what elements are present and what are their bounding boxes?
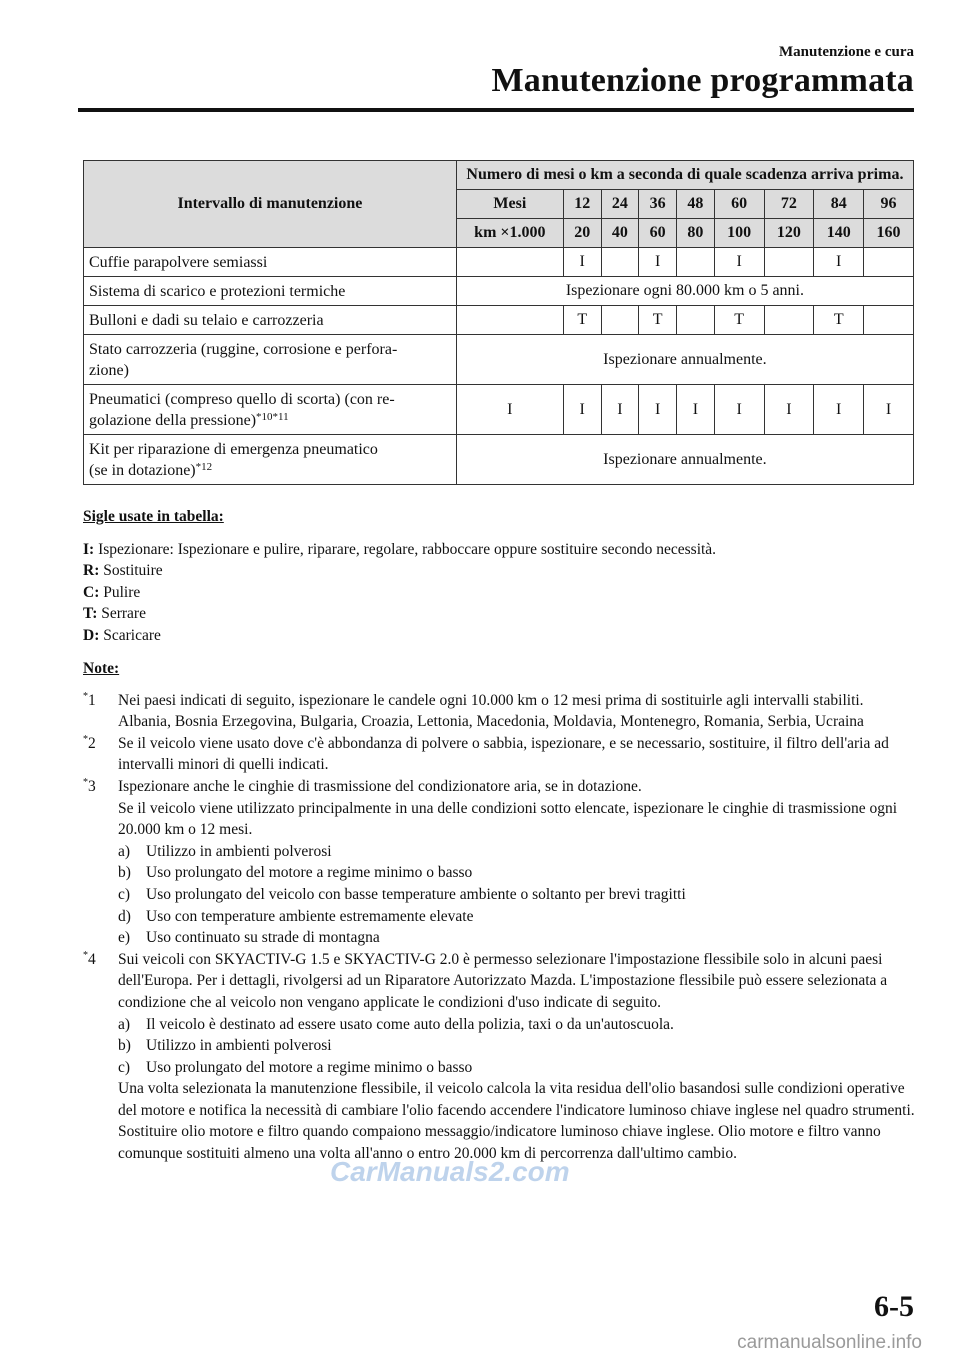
months-cell: 24 (601, 190, 639, 219)
legend-text: Sostituire (99, 562, 163, 579)
legend-heading: Sigle usate in tabella: (83, 508, 224, 525)
legend-item (83, 603, 923, 625)
schedule-mark (677, 306, 715, 335)
table-row (84, 248, 914, 277)
schedule-mark: I (677, 385, 715, 435)
schedule-mark: I (563, 385, 601, 435)
schedule-mark: T (563, 306, 601, 335)
note-item (83, 733, 918, 776)
watermark: CarManuals2.com (330, 1156, 570, 1187)
schedule-mark (764, 306, 814, 335)
row-label-line: zione) (89, 361, 129, 379)
table-row (84, 306, 914, 335)
section-title: Manutenzione e cura (779, 44, 914, 60)
row-label-line: Stato carrozzeria (ruggine, corrosione e perfora- (89, 340, 398, 358)
km-cell: 80 (677, 219, 715, 248)
footnote-ref: *10*11 (256, 410, 289, 423)
legend-code: R: (83, 562, 100, 579)
months-cell: 60 (714, 190, 764, 219)
page-title: Manutenzione programmata (491, 62, 914, 99)
maintenance-schedule-table (83, 160, 914, 485)
schedule-mark: T (814, 306, 864, 335)
footer-watermark: carmanualsonline.info (737, 1332, 922, 1353)
legend (83, 506, 923, 646)
note-number: *3 (83, 776, 96, 795)
km-cell: 40 (601, 219, 639, 248)
months-cell: 72 (764, 190, 814, 219)
legend-text: Scaricare (99, 626, 161, 644)
schedule-mark (864, 248, 914, 277)
table-row (84, 335, 914, 385)
km-cell: 140 (814, 219, 864, 248)
row-label: Bulloni e dadi su telaio e carrozzeria (84, 306, 457, 335)
row-span-text: Ispezionare annualmente. (456, 435, 913, 485)
schedule-mark: I (639, 248, 677, 277)
note-number: *4 (83, 949, 96, 968)
km-cell: 20 (563, 219, 601, 248)
interval-note-header: Numero di mesi o km a seconda di quale scadenza arriva prima. (456, 161, 913, 190)
note-text: Sostituire olio motore e filtro quando compaiono messaggio/indicatore luminoso chiave inglese. Olio motore e filtro vanno comunque sostituiti almeno una volta all'anno o entro 20.000 km di percorrenza dall'ultimo cambio. (118, 1123, 881, 1163)
row-span-text: Ispezionare annualmente. (456, 335, 913, 385)
row-label-line: Pneumatici (compreso quello di scorta) (con re- (89, 390, 395, 408)
legend-item (83, 582, 923, 604)
schedule-mark: T (639, 306, 677, 335)
table-row (84, 385, 914, 435)
months-cell: 12 (563, 190, 601, 219)
note-text: Ispezionare anche le cinghie di trasmissione del condizionatore aria, se in dotazione. (118, 777, 642, 795)
schedule-mark: I (764, 385, 814, 435)
note-sub-item: c) Uso prolungato del motore a regime minimo o basso (118, 1058, 473, 1076)
months-label: Mesi (456, 190, 563, 219)
schedule-mark (601, 248, 639, 277)
row-label: Sistema di scarico e protezioni termiche (84, 277, 457, 306)
table-row (84, 435, 914, 485)
legend-code: D: (83, 626, 100, 644)
row-label-line: Kit per riparazione di emergenza pneumatico (89, 440, 378, 458)
schedule-mark (456, 248, 563, 277)
note-sub-item: a) Il veicolo è destinato ad essere usato come auto della polizia, taxi o da un'autoscuola. (118, 1015, 674, 1033)
note-text: Una volta selezionata la manutenzione flessibile, il veicolo calcola la vita residua dell'olio basandosi sulle condizioni operative del motore e notifica la necessità di cambiare l'olio facendo accendere l'indicatore luminoso chiave inglese nel quadro strumenti. (118, 1080, 915, 1119)
schedule-mark (677, 248, 715, 277)
km-cell: 100 (714, 219, 764, 248)
note-item (83, 776, 918, 949)
schedule-mark (456, 306, 563, 335)
note-sub-item: b) Uso prolungato del motore a regime minimo o basso (118, 864, 473, 882)
km-label: km ×1.000 (456, 219, 563, 248)
row-label (84, 335, 457, 385)
km-cell: 160 (864, 219, 914, 248)
row-label (84, 435, 457, 485)
schedule-mark: I (864, 385, 914, 435)
legend-code: I: (83, 540, 95, 558)
legend-item (83, 625, 923, 647)
note-sub-item: c) Uso prolungato del veicolo con basse temperature ambiente o soltanto per brevi tragitti (118, 885, 686, 903)
interval-header: Intervallo di manutenzione (84, 161, 457, 248)
legend-code: T: (83, 605, 98, 622)
footnote-ref: *12 (195, 460, 213, 473)
row-span-text: Ispezionare ogni 80.000 km o 5 anni. (456, 277, 913, 306)
schedule-mark: I (563, 248, 601, 277)
note-number: *1 (83, 690, 96, 709)
km-cell: 60 (639, 219, 677, 248)
note-text: Albania, Bosnia Erzegovina, Bulgaria, Croazia, Lettonia, Macedonia, Moldavia, Montenegro, Romania, Serbia, Ucraina (118, 713, 864, 731)
months-cell: 84 (814, 190, 864, 219)
schedule-mark: T (714, 306, 764, 335)
note-sub-item: e) Uso continuato su strade di montagna (118, 929, 380, 947)
km-cell: 120 (764, 219, 814, 248)
schedule-mark: I (814, 385, 864, 435)
schedule-mark: I (639, 385, 677, 435)
notes-section (83, 658, 918, 1165)
note-sub-item: a) Utilizzo in ambienti polverosi (118, 842, 332, 860)
page-number: 6-5 (874, 1290, 914, 1323)
note-item (83, 949, 918, 1165)
notes-heading: Note: (83, 660, 120, 677)
months-cell: 96 (864, 190, 914, 219)
note-text: Nei paesi indicati di seguito, ispezionare le candele ogni 10.000 km o 12 mesi prima di sostituirle agli intervalli stabiliti. (118, 691, 864, 709)
note-text: Sui veicoli con SKYACTIV-G 1.5 e SKYACTIV-G 2.0 è permesso selezionare l'impostazione flessibile solo in alcuni paesi dell'Europa. Per i dettagli, rivolgersi ad un Riparatore Autorizzato Mazda. L'impostazione flessibile può essere selezionata a condizione che al veicolo non vengano applicate le condizioni d'uso indicate di seguito. (118, 950, 888, 1011)
legend-text: Pulire (99, 583, 141, 601)
note-sub-item: b) Utilizzo in ambienti polverosi (118, 1037, 332, 1055)
legend-text: Ispezionare: Ispezionare e pulire, riparare, regolare, rabboccare oppure sostituire secondo necessità. (94, 540, 717, 558)
row-label-line: golazione della pressione) (89, 411, 257, 429)
months-cell: 48 (677, 190, 715, 219)
schedule-mark: I (814, 248, 864, 277)
row-label (84, 385, 457, 435)
schedule-mark: I (714, 385, 764, 435)
note-text: Se il veicolo viene usato dove c'è abbondanza di polvere o sabbia, ispezionare, e se necessario, sostituire, il filtro dell'aria ad intervalli minori di quelli indicati. (118, 734, 889, 774)
note-item (83, 690, 918, 733)
schedule-mark (601, 306, 639, 335)
schedule-mark (864, 306, 914, 335)
note-text: Se il veicolo viene utilizzato principalmente in una delle condizioni sotto elencate, ispezionare le cinghie di trasmissione ogni 20.000 km o 12 mesi. (118, 799, 898, 839)
legend-item (83, 539, 923, 561)
note-sub-item: d) Uso con temperature ambiente estremamente elevate (118, 907, 474, 925)
legend-item (83, 560, 923, 582)
note-number: *2 (83, 733, 96, 752)
row-label: Cuffie parapolvere semiassi (84, 248, 457, 277)
months-cell: 36 (639, 190, 677, 219)
schedule-mark (764, 248, 814, 277)
header-divider (78, 108, 914, 112)
table-row (84, 277, 914, 306)
schedule-mark: I (714, 248, 764, 277)
schedule-mark: I (601, 385, 639, 435)
schedule-mark: I (456, 385, 563, 435)
row-label-line: (se in dotazione) (89, 461, 196, 479)
legend-text: Serrare (97, 605, 146, 622)
legend-code: C: (83, 583, 100, 601)
